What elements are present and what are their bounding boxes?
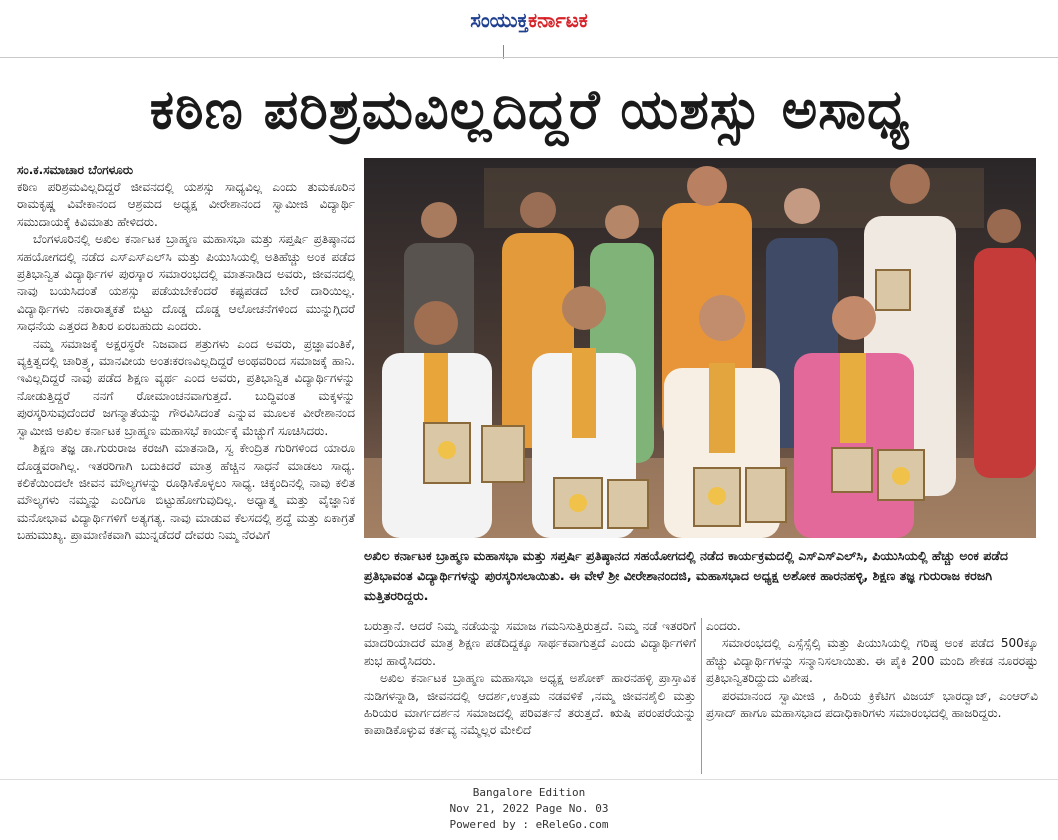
page-footer — [0, 785, 1058, 840]
column-divider — [701, 618, 702, 774]
event-photo — [364, 158, 1036, 538]
paragraph: ಪರಮಾನಂದ ಸ್ವಾಮೀಜಿ , ಹಿರಿಯ ಕ್ರಿಕೆಟಿಗ ವಿಜಯ್ ಭಾರದ್ವಾಜ್, ಎಂಆರ್‌ವಿ ಪ್ರಸಾದ್ ಹಾಗೂ ಮಹಾಸಭಾದ ಪದಾಧಿಕಾರಿಗಳು ಸಮಾರಂಭದಲ್ಲಿ ಹಾಜರಿದ್ದರು. — [706, 688, 1038, 721]
logo-part-2: ಕರ್ನಾಟಕ — [528, 8, 588, 32]
paragraph: ಬೆಂಗಳೂರಿನಲ್ಲಿ ಅಖಿಲ ಕರ್ನಾಟಕ ಬ್ರಾಹ್ಮಣ ಮಹಾಸಭಾ ಮತ್ತು ಸಪ್ತರ್ಷಿ ಪ್ರತಿಷ್ಠಾನದ ಸಹಯೋಗದಲ್ಲಿ ನಡೆದ ಎಸ್‌ಎಸ್‌ಎಲ್‌ಸಿ ಮತ್ತು ಪಿಯುಸಿಯಲ್ಲಿ ಅತಿಹೆಚ್ಚು ಅಂಕ ಪಡೆದ ಪ್ರತಿಭಾನ್ವಿತ ವಿದ್ಯಾರ್ಥಿಗಳ ಪುರಸ್ಕಾರ ಸಮಾರಂಭದಲ್ಲಿ ಮಾತನಾಡಿದ ಅವರು, ಜೀವನದಲ್ಲಿ ನಾವು ಬಯಸಿದಂತೆ ಯಶಸ್ಸು ಪಡೆಯಬೇಕೆಂದರೆ ಕಷ್ಟಪಡದೆ ಬೇರೆ ದಾರಿಯಿಲ್ಲ. ವಿದ್ಯಾರ್ಥಿಗಳು ನಕಾರಾತ್ಮಕತೆ ಬಿಟ್ಟು ದೊಡ್ಡ ದೊಡ್ಡ ಆಲೋಚನೆಗಳಿಂದ ಮುನ್ನುಗ್ಗಿದರೆ ಸಾಧನೆಯ ಎತ್ತರದ ಶಿಖರ ಏರಬಹುದು ಎಂದರು. — [17, 232, 355, 334]
paragraph: ಬರುತ್ತಾನೆ. ಆದರೆ ನಿಮ್ಮ ನಡೆಯನ್ನು ಸಮಾಜ ಗಮನಿಸುತ್ತಿರುತ್ತದೆ. ನಿಮ್ಮ ನಡೆ ಇತರರಿಗೆ ಮಾದರಿಯಾದರೆ ಮಾತ್ರ ಶಿಕ್ಷಣ ಪಡೆದಿದ್ದಕ್ಕೂ ಸಾರ್ಥಕವಾಗುತ್ತದೆ ಎಂದು ವಿದ್ಯಾರ್ಥಿಗಳಿಗೆ ಶುಭ ಹಾರೈಸಿದರು. — [364, 619, 696, 668]
date-page-label: Nov 21, 2022 Page No. 03 — [449, 802, 609, 815]
paragraph: ಎಂದರು. — [706, 619, 741, 633]
article-column-left — [17, 162, 355, 774]
photo-caption: ಅಖಿಲ ಕರ್ನಾಟಕ ಬ್ರಾಹ್ಮಣ ಮಹಾಸಭಾ ಮತ್ತು ಸಪ್ತರ್ಷಿ ಪ್ರತಿಷ್ಠಾನದ ಸಹಯೋಗದಲ್ಲಿ ನಡೆದ ಕಾರ್ಯಕ್ರಮದಲ್ಲಿ ಎಸ್‌ಎಸ್‌ಎಲ್‌ಸಿ, ಪಿಯುಸಿಯಲ್ಲಿ ಹೆಚ್ಚು ಅಂಕ ಪಡೆದ ಪ್ರತಿಭಾವಂತ ವಿದ್ಯಾರ್ಥಿಗಳನ್ನು ಪುರಸ್ಕರಿಸಲಾಯಿತು. ಈ ವೇಳೆ ಶ್ರೀ ವೀರೇಶಾನಂದಜಿ, ಮಹಾಸಭಾದ ಅಧ್ಯಕ್ಷ ಅಶೋಕ ಹಾರನಹಳ್ಳಿ, ಶಿಕ್ಷಣ ತಜ್ಞ ಗುರುರಾಜ ಕರಜಗಿ ಮತ್ತಿತರರಿದ್ದರು. — [364, 548, 1009, 603]
powered-by-label: Powered by : eReleGo.com — [449, 818, 609, 831]
paragraph: ನಮ್ಮ ಸಮಾಜಕ್ಕೆ ಅಕ್ಷರಸ್ಥರೇ ನಿಜವಾದ ಶತ್ರುಗಳು ಎಂದ ಅವರು, ಪ್ರಜ್ಞಾವಂತಿಕೆ, ವ್ಯಕ್ತಿತ್ವದಲ್ಲಿ ಚಾರಿತ್ರ್ಯ, ಮಾನವೀಯ ಅಂತಃಕರಣವಿಲ್ಲದಿದ್ದರೆ ಅಂಥವರಿಂದ ಸಮಾಜಕ್ಕೆ ಹಾನಿ. ಇವಿಲ್ಲದಿದ್ದರೆ ನಾವು ಪಡೆದ ಶಿಕ್ಷಣ ವ್ಯರ್ಥ ಎಂದ ಅವರು, ಪ್ರತಿಭಾನ್ವಿತ ವಿದ್ಯಾರ್ಥಿಗಳನ್ನು ನೋಡುತ್ತಿದ್ದರೆ ನನಗೆ ರೋಮಾಂಚನವಾಗುತ್ತದೆ. ಬುದ್ಧಿವಂತ ಮಕ್ಕಳನ್ನು ಪುರಸ್ಕರಿಸುವುದೆಂದರೆ ಜಗನ್ಮಾತೆಯನ್ನು ಗೌರವಿಸಿದಂತೆ ಎನ್ನುವ ಮೂಲಕ ವೀರೇಶಾನಂದ ಸ್ವಾಮೀಜಿ ಅಖಿಲ ಕರ್ನಾಟಕ ಬ್ರಾಹ್ಮಣ ಮಹಾಸಭೆ ಕಾರ್ಯಕ್ಕೆ ಮೆಚ್ಚುಗೆ ಸೂಚಿಸಿದರು. — [17, 336, 355, 438]
edition-label: Bangalore Edition — [472, 786, 586, 799]
footer-rule — [0, 779, 1058, 780]
paragraph: ಸಮಾರಂಭದಲ್ಲಿ ಎಸ್ಸೆಸ್ಸೆಲ್ಸಿ ಮತ್ತು ಪಿಯುಸಿಯಲ್ಲಿ ಗರಿಷ್ಠ ಅಂಕ ಪಡೆದ 500ಕ್ಕೂ ಹೆಚ್ಚು ವಿದ್ಯಾರ್ಥಿಗಳನ್ನು ಸನ್ಮಾನಿಸಲಾಯಿತು. ಈ ಪೈಕಿ 200 ಮಂದಿ ಶೇಕಡ ನೂರರಷ್ಟು ಪ್ರತಿಭಾನ್ವಿತರಿದ್ದುದು ವಿಶೇಷ. — [706, 636, 1038, 686]
paragraph: ಅಖಿಲ ಕರ್ನಾಟಕ ಬ್ರಾಹ್ಮಣ ಮಹಾಸಭಾ ಅಧ್ಯಕ್ಷ ಅಶೋಕ್ ಹಾರನಹಳ್ಳಿ ಪ್ರಾಸ್ತಾವಿಕ ನುಡಿಗಳನ್ನಾಡಿ, ಜೀವನದಲ್ಲಿ ಆದರ್ಶ,ಉತ್ತಮ ನಡವಳಿಕೆ ,ನಮ್ಮ ಜೀವನಶೈಲಿ ಮತ್ತು ಹಿರಿಯರ ಮಾರ್ಗದರ್ಶನ ಸಮಾಜದಲ್ಲಿ ಪರಿವರ್ತನೆ ತರುತ್ತದೆ. ಋಷಿ ಪರಂಪರೆಯನ್ನು ಕಾಪಾಡಿಕೊಳ್ಳುವ ಕರ್ತವ್ಯ ನಮ್ಮೆಲ್ಲರ ಮೇಲಿದೆ — [364, 671, 696, 738]
newspaper-logo — [0, 8, 1058, 32]
article-headline: ಕಠಿಣ ಪರಿಶ್ರಮವಿಲ್ಲದಿದ್ದರೆ ಯಶಸ್ಸು ಅಸಾಧ್ಯ — [149, 78, 911, 141]
article-column-middle — [364, 618, 696, 778]
masthead — [0, 0, 1058, 60]
article-column-right — [706, 618, 1038, 778]
masthead-rule — [0, 57, 1058, 58]
paragraph: ಕಠಿಣ ಪರಿಶ್ರಮವಿಲ್ಲದಿದ್ದರೆ ಜೀವನದಲ್ಲಿ ಯಶಸ್ಸು ಸಾಧ್ಯವಿಲ್ಲ ಎಂದು ತುಮಕೂರಿನ ರಾಮಕೃಷ್ಣ ವಿವೇಕಾನಂದ ಆಶ್ರಮದ ಅಧ್ಯಕ್ಷ ವೀರೇಶಾನಂದ ಸ್ವಾಮೀಜಿ ವಿದ್ಯಾರ್ಥಿ ಸಮುದಾಯಕ್ಕೆ ಕಿವಿಮಾತು ಹೇಳಿದರು. — [17, 180, 355, 229]
logo-part-1: ಸಂಯುಕ್ತ — [470, 8, 529, 32]
dateline: ಸಂ.ಕ.ಸಮಾಚಾರ ಬೆಂಗಳೂರು — [17, 163, 134, 177]
paragraph: ಶಿಕ್ಷಣ ತಜ್ಞ ಡಾ.ಗುರುರಾಜ ಕರಜಗಿ ಮಾತನಾಡಿ, ಸ್ವ ಕೇಂದ್ರಿತ ಗುರಿಗಳಿಂದ ಯಾರೂ ದೊಡ್ಡವರಾಗಿಲ್ಲ. ಇತರರಿಗಾಗಿ ಬದುಕಿದರೆ ಮಾತ್ರ ಹೆಚ್ಚಿನ ಸಾಧನೆ ಮಾಡಲು ಸಾಧ್ಯ. ಕಲಿಕೆಯಿಂದಲೇ ಜೀವನ ಮೌಲ್ಯಗಳನ್ನು ರೂಢಿಸಿಕೊಳ್ಳಲು ಸಾಧ್ಯ. ಚಿಕ್ಕಂದಿನಲ್ಲಿ ನಾವು ಕಲಿತ ಮೌಲ್ಯಗಳು ನಮ್ಮನ್ನು ಎಂದಿಗೂ ಬಿಟ್ಟುಹೋಗುವುದಿಲ್ಲ. ಅಧ್ಯಾತ್ಮ ಮತ್ತು ವೈಜ್ಞಾನಿಕ ಮನೋಭಾವ ವಿದ್ಯಾರ್ಥಿಗಳಿಗೆ ಅತ್ಯಗತ್ಯ. ನಾವು ಮಾಡುವ ಕೆಲಸದಲ್ಲಿ ಶ್ರದ್ಧೆ ಮತ್ತು ಏಕಾಗ್ರತೆ ಬಹುಮುಖ್ಯ. ಪ್ರಾಮಾಣಿಕವಾಗಿ ಮುನ್ನಡೆದರೆ ದೇವರು ನಿಮ್ಮ ನೆರವಿಗೆ — [17, 441, 355, 543]
